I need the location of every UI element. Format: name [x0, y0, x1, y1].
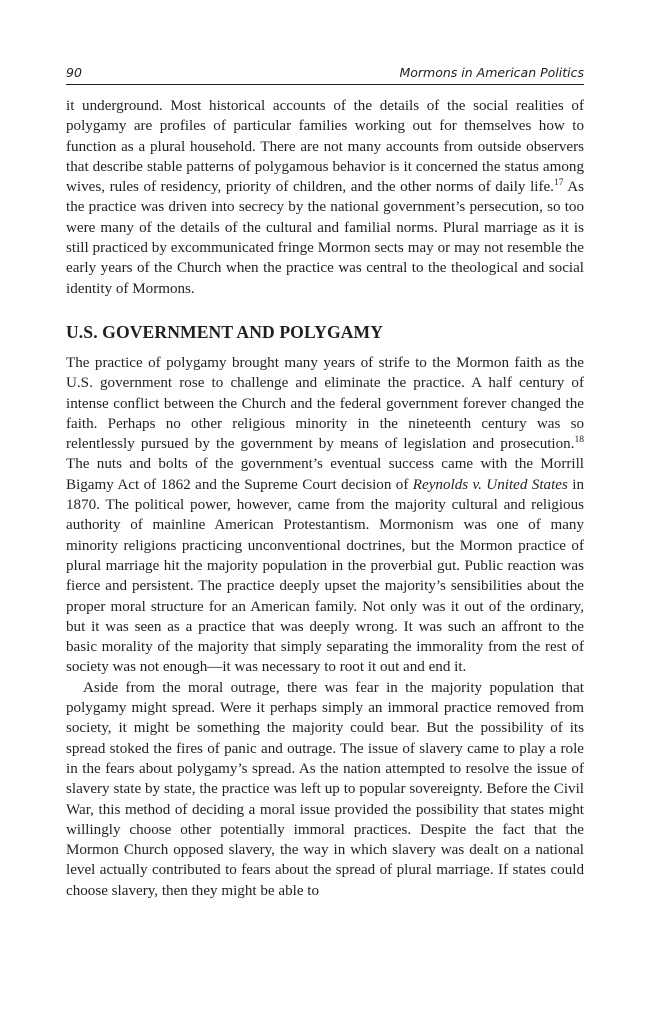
- section-paragraph-2: Aside from the moral outrage, there was fear in the majority population that polygamy might spread. Were it perhaps simply an immoral practice removed from society, it might be something the majority could bear. But the possibility of its spread stoked the fires of panic and outrage. The issue of slavery came to play a role in the fears about polygamy’s spread. As the nation attempted to resolve the issue of slavery state by state, the practice was left up to popular sovereignty. Before the Civil War, this method of deciding a moral issue provided the possibility that states might willingly choose other potentially immoral practices. Despite the fact that the Mormon Church opposed slavery, the way in which slavery was dealt on a national level actually contributed to fears about the spread of plural marriage. If states could choose slavery, then they might be able to: [66, 679, 584, 899]
- section-paragraph-1: [66, 353, 584, 678]
- footnote-ref-18: 18: [574, 435, 584, 446]
- para1-text-1: The practice of polygamy brought many years of strife to the Mormon faith as the U.S. government rose to challenge and eliminate the practice. A half century of intense conflict between the Church and the federal government forever changed the faith. Perhaps no other religious minority in the nineteenth century was so relentlessly pursued by the government by means of legislation and prosecution.: [66, 354, 584, 453]
- section-heading: U.S. GOVERNMENT AND POLYGAMY: [66, 321, 384, 342]
- book-page: [66, 64, 584, 901]
- para1-text-2: The nuts and bolts of the government’s eventual success came with the Morrill Bigamy Act of 1862 and the Supreme Court decision of: [66, 456, 584, 493]
- body-text: [66, 96, 584, 901]
- intro-text-2: As the practice was driven into secrecy by the national government’s persecution, so too were many of the details of the cultural and familial norms. Plural marriage as it is still practiced by excommunicated fringe Mormon sects may or may not resemble the early years of the Church when the practice was central to the theological and social identity of Mormons.: [66, 179, 584, 297]
- running-title: Mormons in American Politics: [399, 65, 584, 80]
- para1-text-3: in 1870. The political power, however, came from the majority cultural and religious authority of mainline American Protestantism. Mormonism was one of many minority religions practicing unconventional doctrines, but the Mormon practice of plural marriage hit the majority population in the proverbial gut. Public reaction was fierce and persistent. The practice deeply upset the majority’s sensibilities about the proper moral structure for an American family. Not only was it out of the ordinary, but it was seen as a practice that was deeply wrong. It was such an affront to the basic morality of the majority that simply separating the immorality from the rest of society was not enough—it was necessary to root it out and end it.: [66, 476, 585, 676]
- footnote-ref-17: 17: [553, 178, 564, 189]
- intro-paragraph: [66, 96, 584, 299]
- header-rule: [66, 84, 584, 85]
- case-name: Reynolds v. United States: [412, 476, 568, 493]
- running-head: [66, 64, 584, 82]
- intro-text-1: it underground. Most historical accounts of the details of the social realities of polygamy are profiles of particular families working out for themselves how to function as a plural household. There are not many accounts from outside observers that describe stable patterns of polygamous behavior is it concerned the status among wives, rules of residency, priority of children, and the other norms of daily life.: [66, 98, 584, 196]
- page-number: 90: [66, 65, 82, 80]
